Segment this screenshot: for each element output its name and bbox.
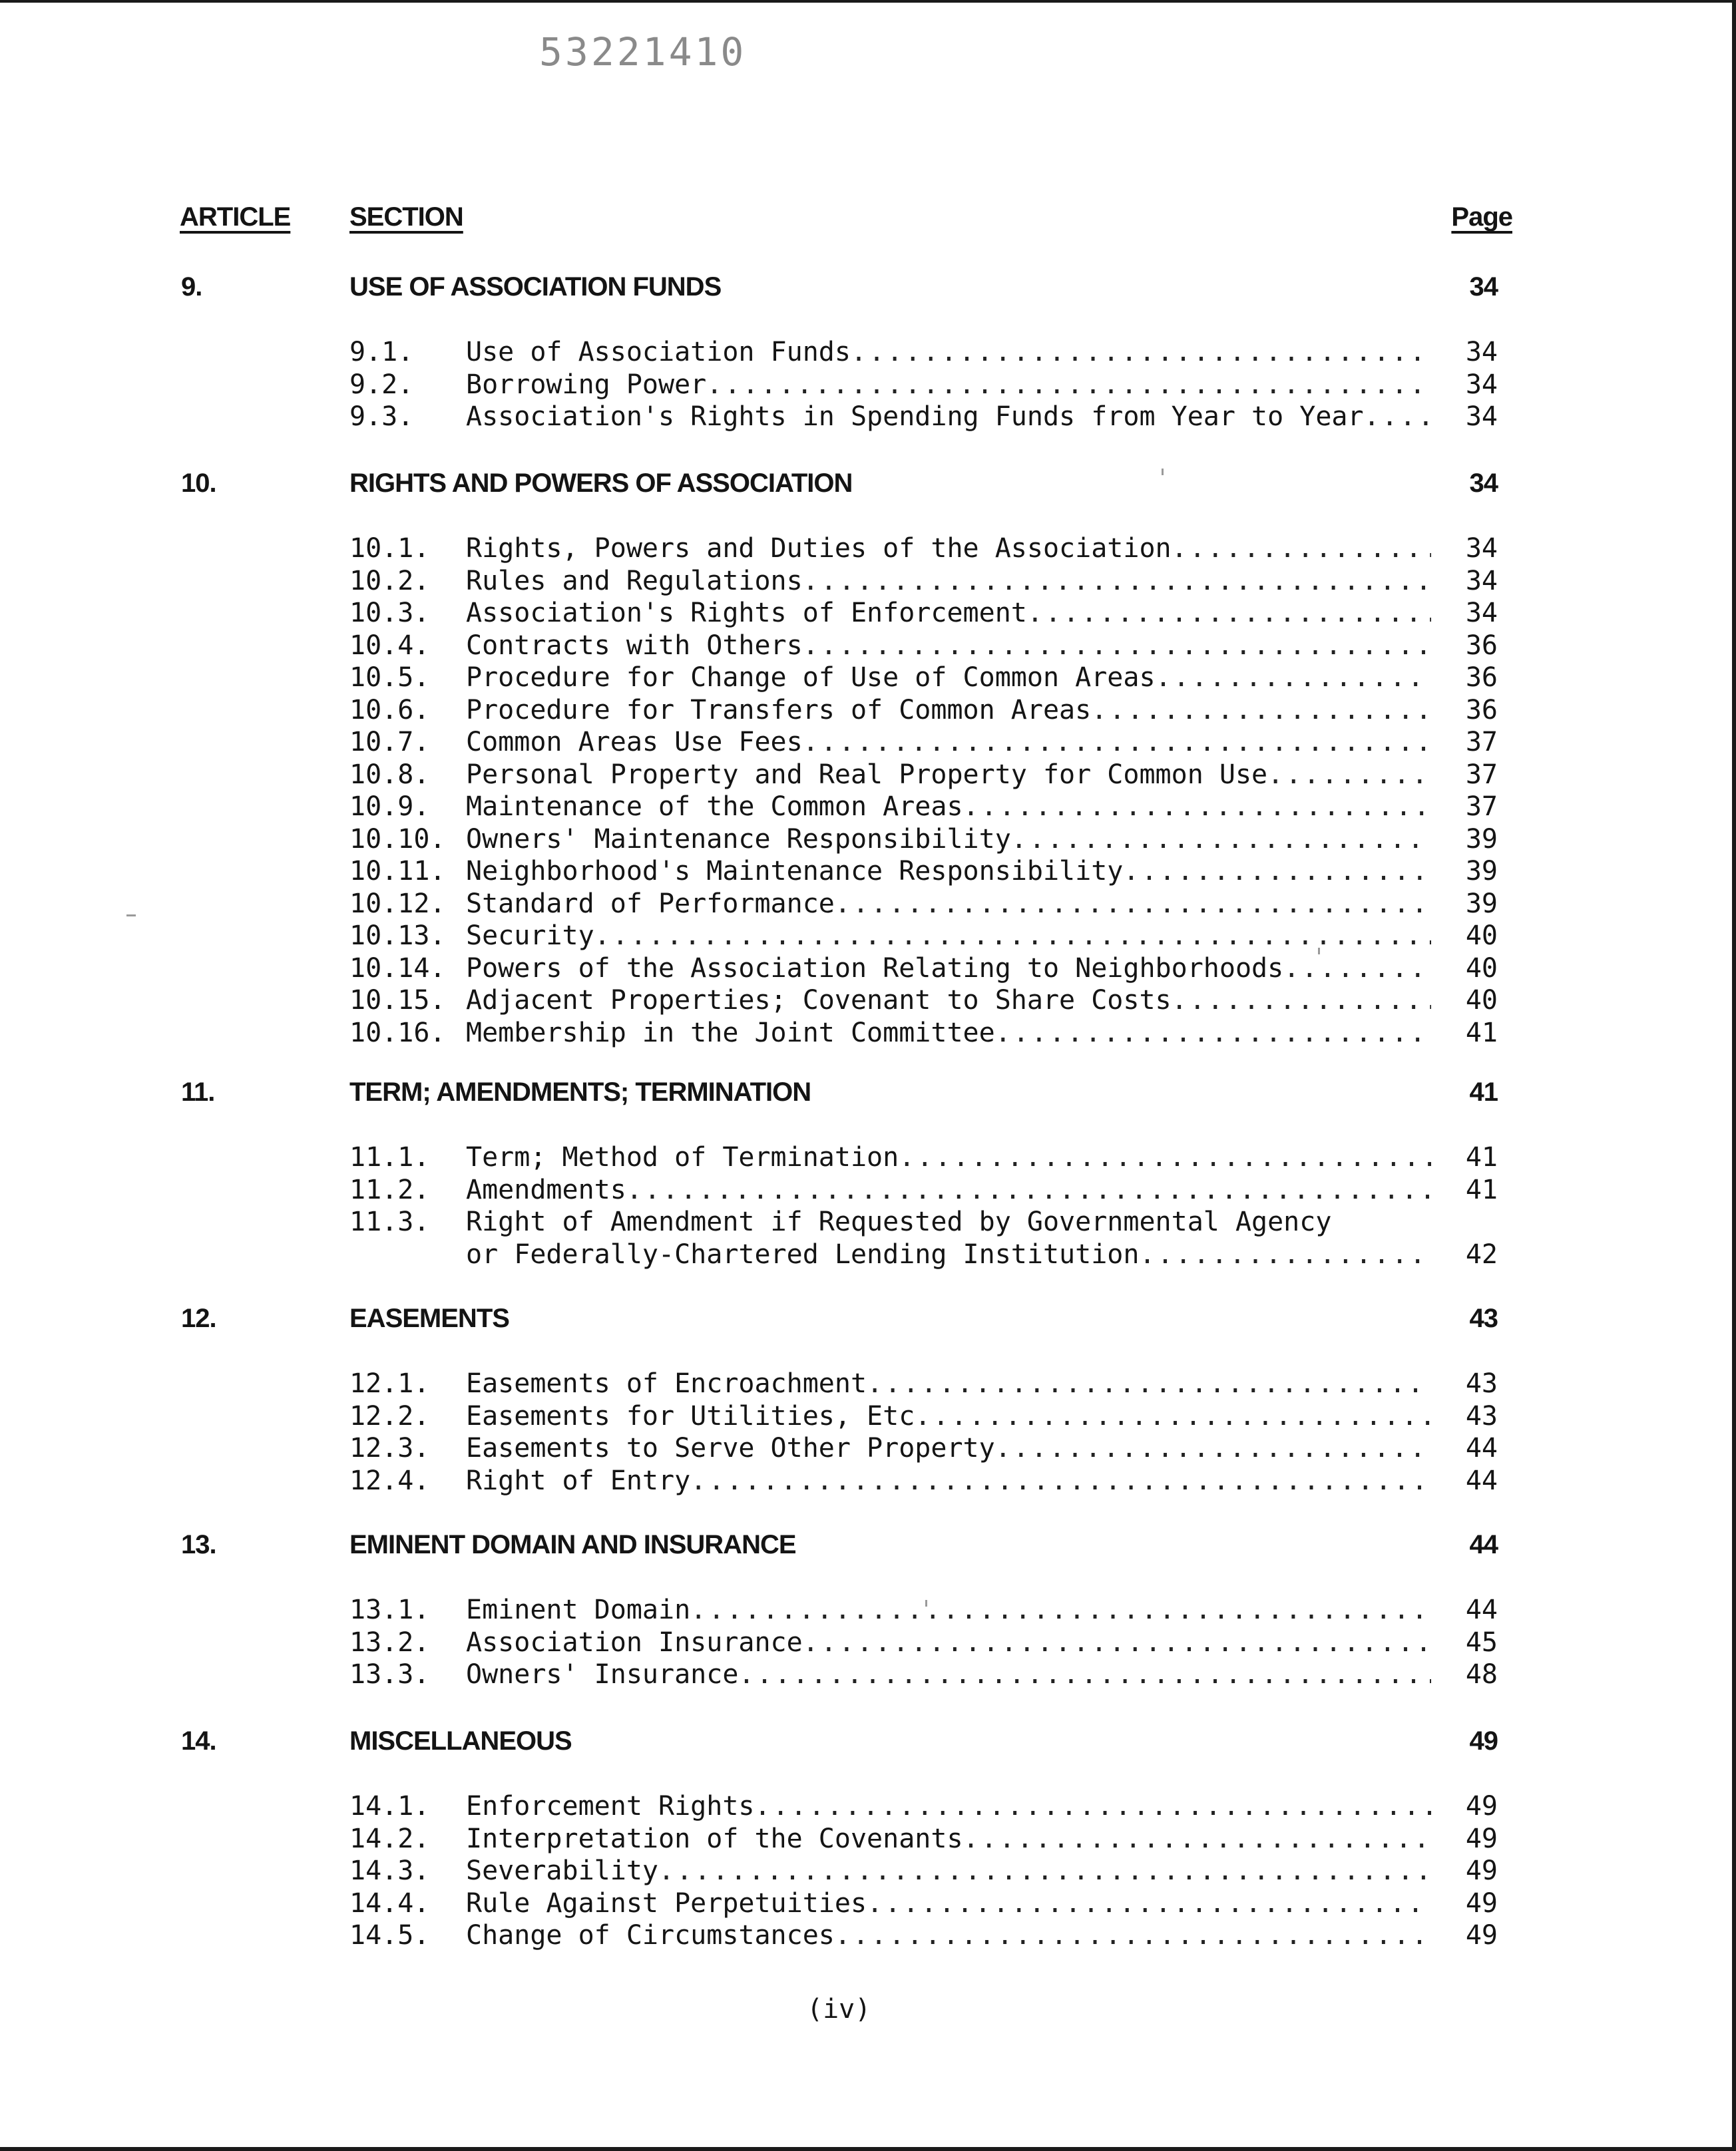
toc-entry	[0, 726, 1732, 758]
section-title: Use of Association Funds	[466, 337, 851, 367]
dot-leader	[803, 565, 1431, 597]
section-page: 40	[1465, 920, 1498, 951]
dot-leader	[594, 920, 1431, 952]
toc-entry	[0, 759, 1732, 791]
section-number: 10.4.	[349, 630, 430, 661]
section-page: 34	[1465, 598, 1498, 628]
section-title: Powers of the Association Relating to Neighborhoods	[466, 952, 1284, 984]
toc-entry	[0, 791, 1732, 823]
toc-entry	[0, 694, 1732, 726]
section-title: Common Areas Use Fees	[466, 727, 803, 757]
section-page: 34	[1465, 533, 1498, 564]
toc-entry	[0, 1659, 1732, 1690]
section-number: 10.9.	[349, 791, 430, 822]
dot-leader	[963, 791, 1431, 823]
section-number: 10.1.	[349, 533, 430, 564]
section-number: 10.7.	[349, 727, 430, 757]
section-page: 36	[1465, 662, 1498, 693]
toc-entry	[0, 1919, 1732, 1951]
section-page: 34	[1465, 337, 1498, 367]
column-header-page: Page	[1451, 202, 1512, 232]
section-title: Maintenance of the Common Areas	[466, 791, 963, 822]
section-page: 36	[1465, 694, 1498, 725]
toc-entry	[0, 1432, 1732, 1464]
article-number: 13.	[181, 1530, 216, 1559]
section-number: 10.2.	[349, 565, 430, 596]
dot-leader	[1123, 855, 1431, 887]
section-number: 14.2.	[349, 1823, 430, 1854]
article-title: RIGHTS AND POWERS OF ASSOCIATION	[349, 469, 853, 498]
article-page: 34	[1469, 272, 1498, 301]
toc-entry	[0, 920, 1732, 952]
section-title: Contracts with Others	[466, 630, 803, 661]
section-page: 41	[1465, 1142, 1498, 1173]
section-number: 9.3.	[349, 401, 414, 432]
toc-entry	[0, 888, 1732, 920]
dot-leader	[899, 1141, 1431, 1173]
toc-entry	[0, 369, 1732, 401]
toc-entry	[0, 662, 1732, 693]
section-title: Enforcement Rights	[466, 1791, 755, 1822]
dot-leader	[851, 336, 1431, 368]
section-page: 49	[1465, 1920, 1498, 1951]
dot-leader	[803, 630, 1431, 662]
section-number: 12.3.	[349, 1433, 430, 1464]
section-number: 13.2.	[349, 1627, 430, 1658]
section-page: 41	[1465, 1174, 1498, 1205]
article-page: 41	[1469, 1077, 1498, 1107]
toc-entry	[0, 855, 1732, 887]
section-number: 10.3.	[349, 598, 430, 628]
toc-entry	[0, 823, 1732, 855]
section-number: 10.12.	[349, 888, 446, 919]
section-title-continued: or Federally-Chartered Lending Institution	[466, 1239, 1140, 1270]
article-row	[0, 1726, 1732, 1766]
section-page: 36	[1465, 630, 1498, 661]
section-page: 37	[1465, 727, 1498, 757]
dot-leader	[1364, 401, 1431, 433]
toc-entry	[0, 1627, 1732, 1659]
toc-entry	[0, 1017, 1732, 1049]
section-page: 42	[1465, 1239, 1498, 1270]
section-title: Security	[466, 920, 594, 951]
section-page: 49	[1465, 1887, 1498, 1919]
dot-leader	[1091, 694, 1431, 726]
toc-entry	[0, 597, 1732, 629]
section-number: 13.3.	[349, 1659, 430, 1690]
toc-entry	[0, 1174, 1732, 1206]
article-row	[0, 1304, 1732, 1344]
article-row	[0, 272, 1732, 312]
section-number: 14.3.	[349, 1856, 430, 1886]
article-title: EMINENT DOMAIN AND INSURANCE	[349, 1530, 796, 1559]
article-title: USE OF ASSOCIATION FUNDS	[349, 272, 722, 301]
footer-page-number: (iv)	[807, 1994, 871, 2025]
section-page: 44	[1465, 1433, 1498, 1464]
toc-entry	[0, 952, 1732, 984]
section-title: Owners' Insurance	[466, 1659, 739, 1690]
dot-leader	[1027, 597, 1431, 629]
toc-entry	[0, 984, 1732, 1016]
toc-entry	[0, 630, 1732, 662]
article-page: 34	[1469, 469, 1498, 498]
article-number: 14.	[181, 1726, 216, 1756]
section-number: 11.2.	[349, 1174, 430, 1205]
article-row	[0, 1077, 1732, 1117]
section-number: 14.4.	[349, 1887, 430, 1919]
dot-leader	[867, 1887, 1431, 1919]
dot-leader	[1139, 1239, 1431, 1271]
dot-leader	[867, 1368, 1431, 1400]
section-number: 12.2.	[349, 1400, 430, 1432]
dot-leader	[835, 888, 1431, 920]
dot-leader	[803, 1627, 1431, 1659]
article-page: 44	[1469, 1530, 1498, 1559]
section-title: Right of Amendment if Requested by Governmental Agency	[466, 1207, 1332, 1237]
section-page: 48	[1465, 1659, 1498, 1690]
section-page: 34	[1465, 369, 1498, 400]
article-number: 10.	[181, 469, 216, 498]
section-title: Standard of Performance	[466, 888, 835, 919]
toc-entry	[0, 336, 1732, 368]
toc-entry	[0, 532, 1732, 564]
section-number: 14.1.	[349, 1791, 430, 1822]
toc-entry	[0, 1400, 1732, 1432]
section-number: 10.13.	[349, 920, 446, 951]
dot-leader	[995, 1017, 1431, 1049]
article-number: 12.	[181, 1304, 216, 1333]
article-page: 43	[1469, 1304, 1498, 1333]
dot-leader	[754, 1790, 1431, 1822]
section-number: 13.1.	[349, 1595, 430, 1625]
section-page: 39	[1465, 888, 1498, 919]
toc-entry	[0, 1368, 1732, 1400]
section-title: Amendments	[466, 1174, 626, 1205]
section-number: 10.14.	[349, 952, 446, 984]
section-title: Eminent Domain	[466, 1595, 691, 1625]
column-header-section: SECTION	[349, 202, 463, 232]
section-title: Severability	[466, 1856, 658, 1886]
article-number: 9.	[181, 272, 202, 301]
article-number: 11.	[181, 1077, 215, 1107]
dot-leader	[690, 1594, 1431, 1626]
section-page: 43	[1465, 1368, 1498, 1399]
toc-entry	[0, 1465, 1732, 1497]
section-title: Association's Rights of Enforcement	[466, 598, 1027, 628]
dot-leader	[995, 1432, 1431, 1464]
section-number: 10.5.	[349, 662, 430, 693]
dot-leader	[915, 1400, 1431, 1432]
section-title: Rights, Powers and Duties of the Association	[466, 533, 1172, 564]
section-title: Interpretation of the Covenants	[466, 1823, 963, 1854]
toc-entry	[0, 1855, 1732, 1887]
section-page: 41	[1465, 1017, 1498, 1048]
toc-entry	[0, 1594, 1732, 1626]
dot-leader	[738, 1659, 1431, 1690]
section-page: 39	[1465, 823, 1498, 855]
section-title: Borrowing Power	[466, 369, 707, 400]
section-page: 40	[1465, 985, 1498, 1016]
section-number: 10.16.	[349, 1017, 446, 1048]
section-page: 45	[1465, 1627, 1498, 1658]
toc-entry	[0, 1823, 1732, 1855]
dot-leader	[1156, 662, 1431, 693]
toc-entry	[0, 1206, 1732, 1238]
toc-entry	[0, 565, 1732, 597]
section-number: 11.3.	[349, 1207, 430, 1237]
section-number: 9.2.	[349, 369, 414, 400]
section-page: 37	[1465, 791, 1498, 822]
section-title: Rule Against Perpetuities	[466, 1887, 867, 1919]
document-id: 53221410	[539, 29, 747, 75]
section-number: 12.4.	[349, 1465, 430, 1496]
section-number: 10.8.	[349, 759, 430, 790]
section-title: Adjacent Properties; Covenant to Share Costs	[466, 985, 1172, 1016]
section-number: 10.15.	[349, 985, 446, 1016]
section-number: 10.10.	[349, 823, 446, 855]
section-page: 40	[1465, 952, 1498, 984]
section-page: 34	[1465, 401, 1498, 432]
section-title: Easements for Utilities, Etc	[466, 1400, 915, 1432]
dot-leader	[626, 1174, 1431, 1206]
dot-leader	[658, 1855, 1431, 1887]
section-number: 14.5.	[349, 1920, 430, 1951]
toc-entry-continuation	[0, 1239, 1732, 1271]
section-title: Change of Circumstances	[466, 1920, 835, 1951]
section-number: 9.1.	[349, 337, 414, 367]
section-page: 49	[1465, 1823, 1498, 1854]
column-header-article: ARTICLE	[180, 202, 291, 232]
section-number: 10.11.	[349, 856, 446, 886]
section-page: 49	[1465, 1791, 1498, 1822]
section-page: 37	[1465, 759, 1498, 790]
article-title: EASEMENTS	[349, 1304, 509, 1333]
section-title: Procedure for Transfers of Common Areas	[466, 694, 1092, 725]
article-row	[0, 1530, 1732, 1570]
toc-entry	[0, 401, 1732, 433]
dot-leader	[1172, 984, 1431, 1016]
article-title: TERM; AMENDMENTS; TERMINATION	[349, 1077, 811, 1107]
toc-entry	[0, 1790, 1732, 1822]
section-page: 39	[1465, 856, 1498, 886]
section-title: Association's Rights in Spending Funds from Year to Year	[466, 401, 1364, 432]
dot-leader	[1172, 532, 1431, 564]
article-page: 49	[1469, 1726, 1498, 1756]
dot-leader	[1267, 759, 1431, 791]
section-page: 49	[1465, 1856, 1498, 1886]
dot-leader	[1011, 823, 1431, 855]
article-title: MISCELLANEOUS	[349, 1726, 572, 1756]
section-page: 34	[1465, 565, 1498, 596]
dot-leader	[690, 1465, 1431, 1497]
dot-leader	[963, 1823, 1431, 1855]
dot-leader	[835, 1919, 1431, 1951]
section-title: Easements of Encroachment	[466, 1368, 867, 1399]
section-title: Membership in the Joint Committee	[466, 1017, 995, 1048]
dot-leader	[1283, 952, 1431, 984]
dot-leader	[803, 726, 1431, 758]
section-number: 12.1.	[349, 1368, 430, 1399]
section-title: Neighborhood's Maintenance Responsibility	[466, 856, 1124, 886]
section-page: 43	[1465, 1400, 1498, 1432]
dot-leader	[706, 369, 1431, 401]
article-row	[0, 469, 1732, 508]
section-title: Right of Entry	[466, 1465, 691, 1496]
toc-entry	[0, 1887, 1732, 1919]
section-title: Rules and Regulations	[466, 565, 803, 596]
section-page: 44	[1465, 1595, 1498, 1625]
section-title: Easements to Serve Other Property	[466, 1433, 995, 1464]
section-title: Term; Method of Termination	[466, 1142, 899, 1173]
section-title: Personal Property and Real Property for Common Use	[466, 759, 1268, 790]
section-title: Association Insurance	[466, 1627, 803, 1658]
section-page: 44	[1465, 1465, 1498, 1496]
section-title: Owners' Maintenance Responsibility	[466, 823, 1011, 855]
section-number: 11.1.	[349, 1142, 430, 1173]
section-number: 10.6.	[349, 694, 430, 725]
toc-entry	[0, 1141, 1732, 1173]
section-title: Procedure for Change of Use of Common Areas	[466, 662, 1156, 693]
